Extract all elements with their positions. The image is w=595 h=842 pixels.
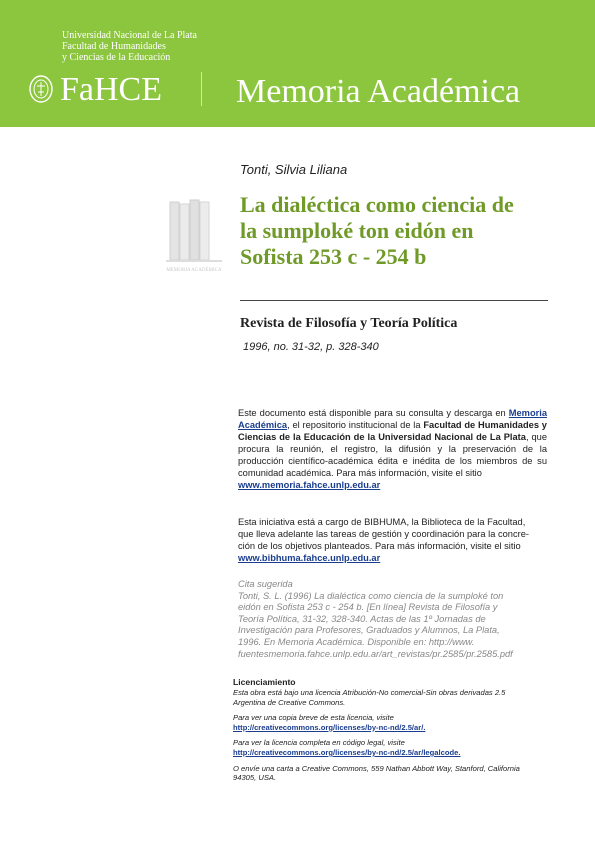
citation-line-2: eidón en Sofista 253 c - 254 b. [En línea] Revista de Filosofía y <box>238 602 498 613</box>
books-logo-caption: MEMORIA ACADÉMICA <box>166 268 222 273</box>
bibhuma-site-link[interactable]: www.bibhuma.fahce.unlp.edu.ar <box>238 553 381 563</box>
license-section <box>233 677 548 783</box>
title-line-3: Sofista 253 c - 254 b <box>240 244 427 269</box>
memoria-academica-link[interactable]: Memoria Académica <box>238 408 547 430</box>
license-letter-line-1: O envíe una carta a Creative Commons, 559 Nathan Abbott Way, Stanford, California <box>233 763 520 773</box>
license-brief-label: Para ver una copia breve de esta licencia, visite <box>233 713 394 723</box>
license-full-link[interactable]: http://creativecommons.org/licenses/by-nc-nd/2.5/ar/legalcode. <box>233 747 461 757</box>
citation-line-3: Teoría Política, 31-32, 328-340. Actas de las 1º Jornadas de <box>238 613 486 624</box>
university-line-3: y Ciencias de la Educación <box>62 52 171 63</box>
license-letter-line-2: 94305, USA. <box>233 773 277 783</box>
citation-line-5: 1996. En Memoria Académica. Disponible en: http://www. <box>238 636 475 647</box>
bibhuma-line-3: ción de los objetivos planteados. Para más información, visite el sitio <box>238 541 521 551</box>
university-name <box>62 30 197 63</box>
license-text-line-1: Esta obra está bajo una licencia Atribución-No comercial-Sin obras derivadas 2.5 <box>233 688 506 697</box>
citation-line-6: fuentesmemoria.fahce.unlp.edu.ar/art_revistas/pr.2585/pr.2585.pdf <box>238 648 513 659</box>
availability-paragraph <box>238 407 547 491</box>
memoria-books-logo-icon <box>166 198 222 278</box>
availability-text-c: , que procura la reunión, el registro, la difusión y la preservación de la producción científico-académica édita e inédita de los miembros de su comunidad académica. Para más información, visite el sitio <box>238 432 547 478</box>
license-full-label: Para ver la licencia completa en código legal, visite <box>233 738 405 748</box>
title-line-2: la sumploké ton eidón en <box>240 218 474 243</box>
license-brief-link[interactable]: http://creativecommons.org/licenses/by-nc-nd/2.5/ar/. <box>233 722 426 732</box>
license-heading: Licenciamiento <box>233 677 296 687</box>
availability-text-a: Este documento está disponible para su consulta y descarga en <box>238 408 506 418</box>
document-title <box>240 192 580 270</box>
journal-name: Revista de Filosofía y Teoría Política <box>240 316 458 331</box>
citation-label: Cita sugerida <box>238 579 293 589</box>
header-banner <box>0 0 595 127</box>
university-line-2: Facultad de Humanidades <box>62 41 166 52</box>
fahce-logo[interactable]: FaHCE <box>60 71 162 108</box>
suggested-citation <box>238 579 550 660</box>
repository-name[interactable]: Memoria Académica <box>236 73 521 110</box>
citation-line-4: Investigación para Profesores, Graduados y Alumnos, La Plata, <box>238 625 500 636</box>
header-divider <box>201 72 202 106</box>
license-text-line-2: Argentina de Creative Commons. <box>233 697 346 707</box>
faculty-name-bold: Facultad de Humanidades y Ciencias de la Educación de la Universidad Nacional de La Plata <box>238 420 547 442</box>
availability-text-b: , el repositorio institucional de la <box>287 420 424 430</box>
bibhuma-line-1: Esta iniciativa está a cargo de BIBHUMA, la Biblioteca de la Facultad, <box>238 517 526 527</box>
title-divider <box>240 300 548 301</box>
bibhuma-paragraph <box>238 516 547 564</box>
title-line-1: La dialéctica como ciencia de <box>240 192 514 217</box>
publication-info: 1996, no. 31-32, p. 328-340 <box>243 341 379 353</box>
document-author: Tonti, Silvia Liliana <box>240 162 348 177</box>
memoria-site-link[interactable]: www.memoria.fahce.unlp.edu.ar <box>238 480 381 490</box>
university-seal-icon <box>28 74 54 104</box>
bibhuma-line-2: que lleva adelante las tareas de gestión y coordinación para la concre- <box>238 529 529 539</box>
university-line-1: Universidad Nacional de La Plata <box>62 30 197 41</box>
citation-line-1: Tonti, S. L. (1996) La dialéctica como ciencia de la sumploké ton <box>238 590 504 601</box>
